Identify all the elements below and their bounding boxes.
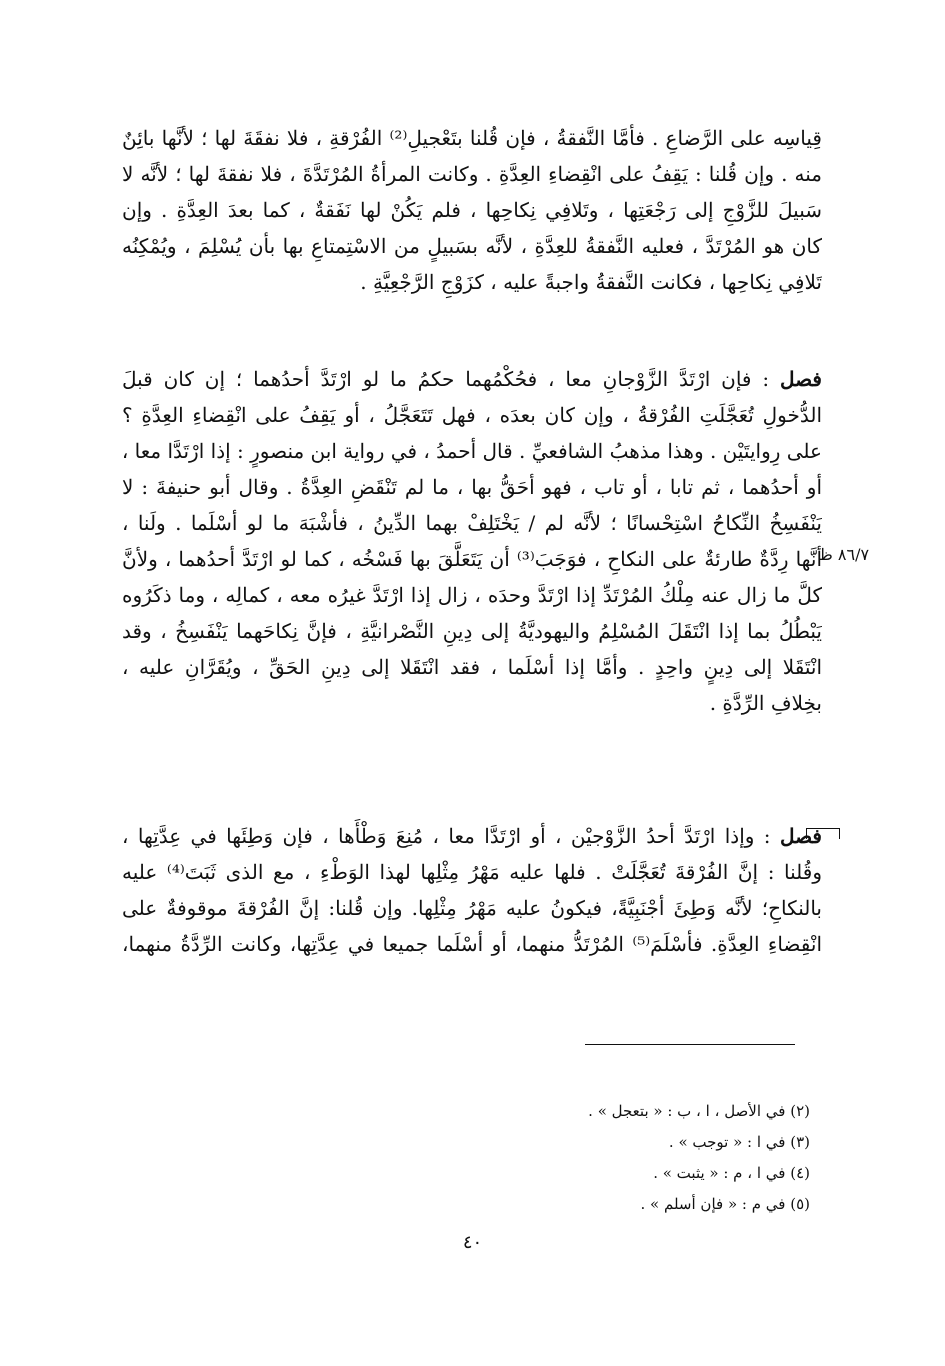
text-line: أو أحدُهما ، ثم تابا ، أو تاب ، فهو أحَقُّ بها ، ما لم تَنْقَضِ العِدَّةُ . وقال أبو حنيفةَ : لا: [122, 475, 822, 499]
paragraph-1: [122, 120, 822, 300]
footnote: (٤) في ا ، م : « يثبت » .: [653, 1164, 810, 1182]
paragraph-2: [122, 361, 822, 721]
page-number: ٤٠: [462, 1232, 483, 1253]
text-line: الدُّخولِ تُعَجَّلَتِ الفُرْقةُ ، وإن كان بعدَه ، فهل تَتَعَجَّلُ ، أو يَقِفُ على انْقِضاءِ العِدَّةِ ؟: [122, 403, 822, 427]
text-line: منه . وإن قُلنا : يَقِفُ على انْقِضاءِ العِدَّةِ . وكانت المرأةُ المُرْتَدَّةَ ، فلا نفقةَ لها ؛ لأنَّه لا: [122, 162, 822, 186]
text-line-rest: : وإذا ارْتَدَّ أحدُ الزَّوْجيْن ، أو ارْتَدَّا معا ، مُنِعَ وَطْأَها ، فإن وَطِئَها في عِدَّتِها ،: [122, 824, 780, 848]
text-line: كلَّ ما زال عنه مِلْكُ المُرْتَدِّ إذا ارْتَدَّ وحدَه ، زال إذا ارْتَدَّ غيرُه معه ، كمالِه ، وما ذكَرُوه: [122, 583, 822, 607]
footnotes: [380, 1096, 810, 1220]
footnote: (٢) في الأصل ، ا ، ب : « بتعجل » .: [588, 1102, 810, 1120]
paragraph-3: [122, 818, 822, 962]
text-line: انْقِضاءِ العِدَّةِ. فأسْلَمَ⁽⁵⁾ المُرْتَدُّ منهما، أو أسْلَما جميعا في عِدَّتِها، وكانت الرِّدَّةُ منهما،: [122, 932, 822, 956]
text-line-rest: : فإن ارْتَدَّ الزَّوْجانِ معا ، فحُكْمُهما حكمُ ما لو ارْتَدَّ أحدُهما ؛ إن كان قبلَ: [122, 367, 780, 391]
text-line: يَنْفَسِخُ النِّكاحُ اسْتِحْسانًا ؛ لأنَّه لم / يَخْتَلِفْ بهما الدِّينُ ، فأشْبَهَ ما لو أسْلَما . ولَنا ،: [122, 511, 822, 535]
section-heading-fasl: فصل: [779, 824, 822, 848]
footnote: (٣) في ا : « توجب » .: [668, 1133, 810, 1151]
text-line: سَبيلَ للزَّوْجِ إلى رَجْعَتِها ، وتَلافِي نِكاحِها ، فلم يَكُنْ لها نَفَقةٌ ، كما بعدَ العِدَّةِ . وإن: [122, 198, 822, 222]
text-line: على رِوايتَيْن . وهذا مذهبُ الشافعيِّ . قال أحمدُ ، في رواية ابن منصورٍ : إذا ارْتَدَّا معا ،: [122, 439, 822, 463]
text-line: [122, 818, 822, 854]
text-line: أنَّها رِدَّةٌ طارئةٌ على النكاحِ ، فوَجَبَ⁽³⁾ أن يَتَعَلَّقَ بها فَسْخُه ، كما لو ارْتَدَّ أحدُهما ، ولأنَّ: [122, 547, 822, 571]
margin-bracket-mark: [806, 828, 840, 839]
section-heading-fasl: فصل: [779, 367, 822, 391]
text-line: انْتَقَلا إلى دِينٍ واحِدٍ . وأمَّا إذا أسْلَما ، فقد انْتَقَلا إلى دِينِ الحَقِّ ، ويُقَرَّانِ عليه ،: [122, 655, 822, 679]
text-line: يَبْطُلُ بما إذا انْتَقَلَ المُسْلِمُ واليهوديَّةُ إلى دِينِ النَّصْرانيَّةِ ، فإنَّ نِكاحَهما يَنْفَسِخُ ، وقد: [122, 619, 822, 643]
margin-folio-note: ٨٦/٧ ظ: [818, 545, 870, 564]
text-line: كان هو المُرْتَدَّ ، فعليه النَّفقةُ للعِدَّةِ ، لأنَّه بسَبيلٍ من الاسْتِمتاعِ بها بأن يُسْلِمَ ، ويُمْكِنُه: [122, 234, 822, 258]
text-line: قِياسِه على الرَّضاعِ . فأمَّا النَّفقةُ ، فإن قُلنا بتَعْجيلِ⁽²⁾ الفُرْقةِ ، فلا نفقَةَ لها ؛ لأنَّها بائِنٌ: [122, 126, 822, 150]
footnote-divider: [585, 1044, 795, 1045]
text-line: وقُلنا : إنَّ الفُرْقةَ تُعَجَّلَتْ . فلها عليه مَهْرُ مِثْلِها لهذا الوَطْءِ ، مع الذى ثَبَتَ⁽⁴⁾ عليه: [122, 860, 822, 884]
text-line: تَلافِي نِكاحِها ، فكانت النَّفقةُ واجبةً عليه ، كزَوْجِ الرَّجْعِيَّةِ .: [360, 270, 822, 294]
text-line: بخِلافِ الرِّدَّةِ .: [709, 691, 822, 715]
footnote: (٥) في م : « فإن أسلم » .: [640, 1195, 810, 1213]
text-line: بالنكاحِ؛ لأنَّه وَطِئَ أجْنَبِيَّةً، فيكونُ عليه مَهْرُ مِثْلِها. وإن قُلنا: إنَّ الفُرْقةَ موقوفةٌ على: [122, 896, 822, 920]
text-line: [122, 361, 822, 397]
